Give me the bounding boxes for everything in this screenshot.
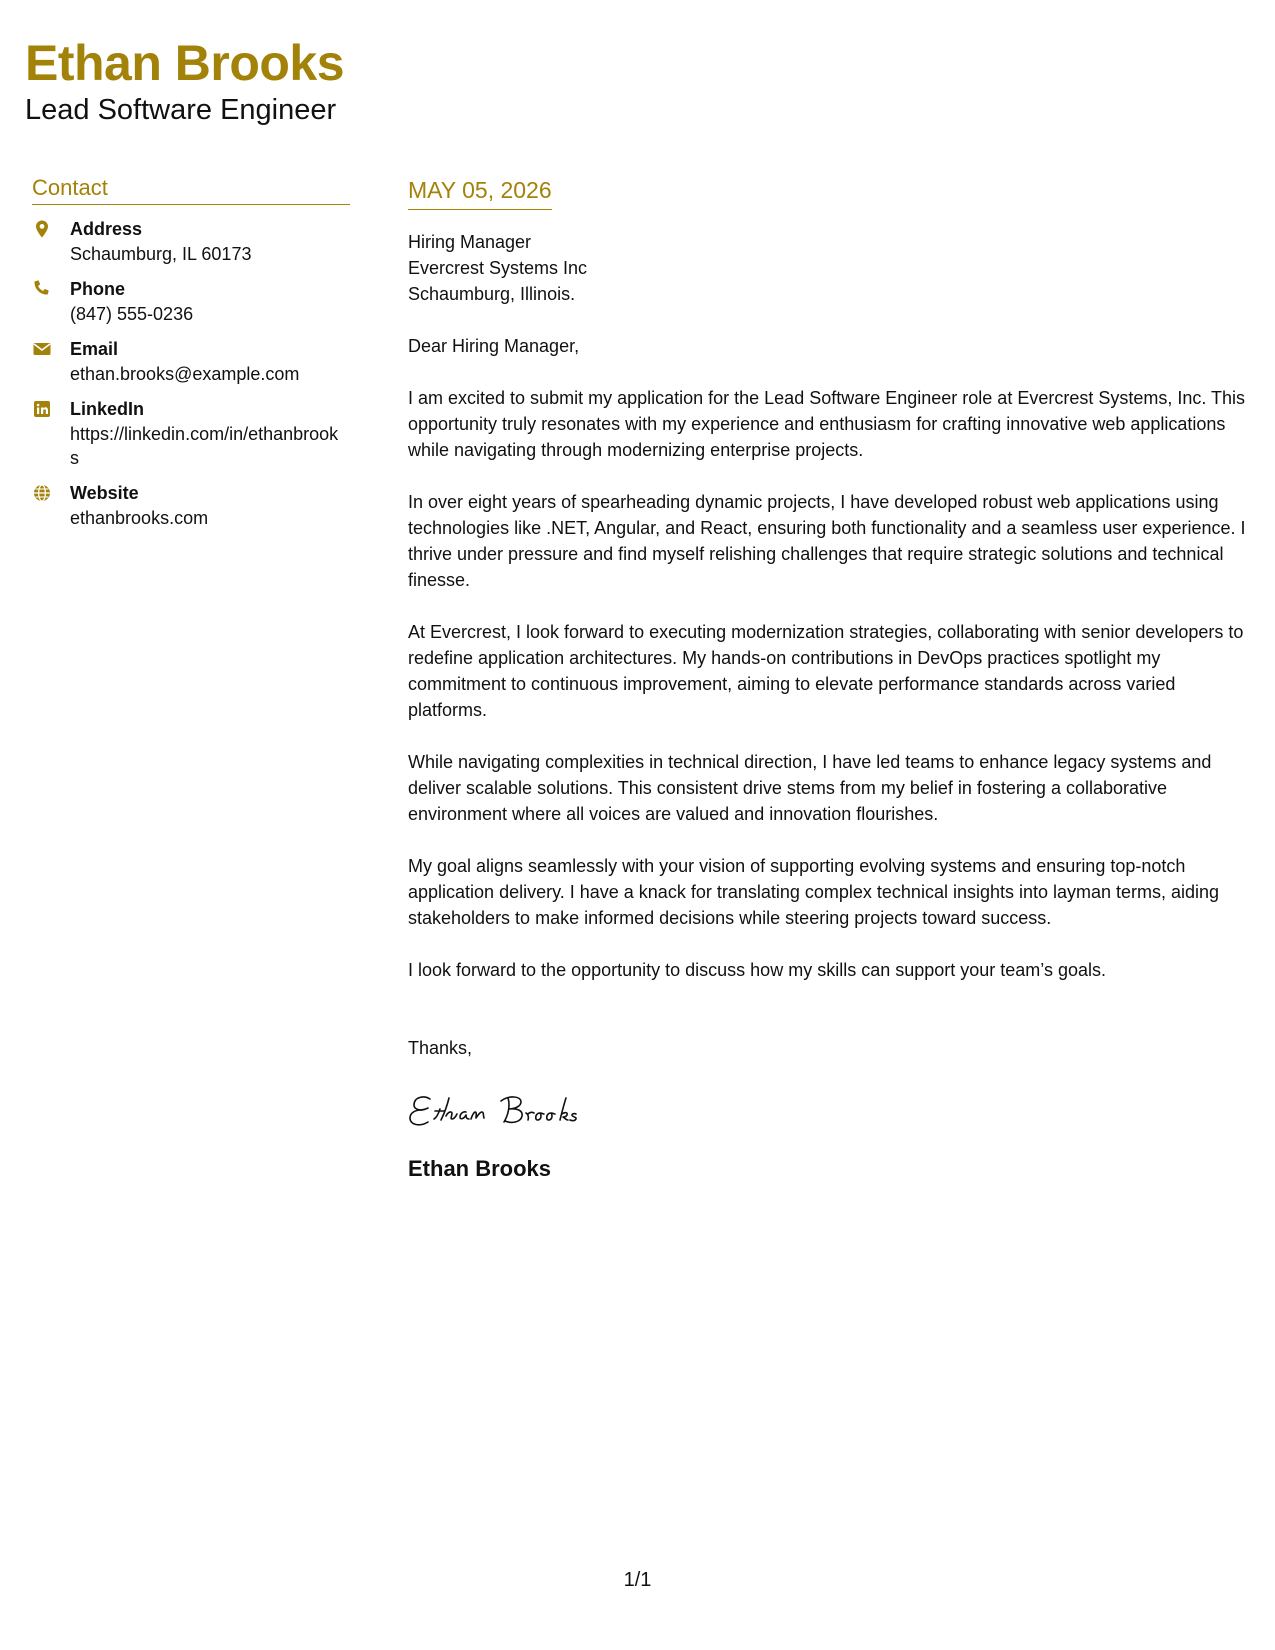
contact-label-linkedin: LinkedIn: [70, 399, 145, 420]
paragraph-3: At Evercrest, I look forward to executing modernization strategies, collaborating with senior developers to redefine application architectures. My hands-on contributions in DevOps practices spotlight my commitment to continuous improvement, aiming to elevate performance standards across varied platforms.: [408, 622, 1244, 721]
letter-date: MAY 05, 2026: [408, 178, 552, 210]
letter-body: [408, 178, 1248, 1183]
paragraph-6: I look forward to the opportunity to discuss how my skills can support your team’s goals.: [408, 960, 1106, 981]
paragraph-2: In over eight years of spearheading dynamic projects, I have developed robust web applications using technologies like .NET, Angular, and React, ensuring both functionality and a seamless user experience. I thrive under pressure and find myself relishing challenges that require strategic solutions and technical finesse.: [408, 492, 1246, 591]
recipient-block: [408, 229, 1248, 307]
contact-item-website: [32, 481, 350, 530]
recipient-line-3: Schaumburg, Illinois.: [408, 284, 576, 305]
contact-value-linkedin[interactable]: https://linkedin.com/in/ethanbrooks: [70, 424, 339, 469]
contact-item-address: [32, 217, 350, 266]
contact-label-website: Website: [70, 483, 139, 504]
phone-icon: [32, 279, 52, 299]
signer-name: Ethan Brooks: [408, 1156, 552, 1182]
contact-item-email: [32, 337, 350, 386]
contact-label-phone: Phone: [70, 279, 126, 300]
map-pin-icon: [32, 219, 52, 239]
header-title: Lead Software Engineer: [25, 94, 337, 126]
contact-item-linkedin: [32, 397, 350, 470]
envelope-icon: [32, 339, 52, 359]
contact-value-email[interactable]: ethan.brooks@example.com: [70, 364, 300, 385]
contact-value-address: Schaumburg, IL 60173: [70, 244, 252, 265]
contact-heading: Contact: [32, 176, 350, 205]
linkedin-icon: [32, 399, 52, 419]
contact-list: [32, 217, 350, 530]
handwritten-signature: [408, 1089, 618, 1133]
paragraph-5: My goal aligns seamlessly with your vision of supporting evolving systems and ensuring top-notch application delivery. I have a knack for translating complex technical insights into layman terms, aiding stakeholders to make informed decisions while steering projects toward success.: [408, 856, 1220, 929]
recipient-line-2: Evercrest Systems Inc: [408, 258, 588, 279]
paragraph-4: While navigating complexities in technical direction, I have led teams to enhance legacy systems and deliver scalable solutions. This consistent drive stems from my belief in fostering a collaborative environment where all voices are valued and innovation flourishes.: [408, 752, 1212, 825]
contact-value-phone: (847) 555-0236: [70, 304, 194, 325]
contact-value-website[interactable]: ethanbrooks.com: [70, 508, 209, 529]
contact-item-phone: [32, 277, 350, 326]
paragraph-1: I am excited to submit my application for the Lead Software Engineer role at Evercrest Systems, Inc. This opportunity truly resonates with my experience and enthusiasm for crafting innovative web applications while navigating through modernizing enterprise projects.: [408, 388, 1246, 461]
page-number: 1/1: [623, 1569, 652, 1591]
contact-label-email: Email: [70, 339, 119, 360]
closing: Thanks,: [408, 1038, 473, 1059]
greeting: Dear Hiring Manager,: [408, 336, 580, 357]
contact-label-address: Address: [70, 219, 143, 240]
header-name: Ethan Brooks: [25, 35, 345, 91]
recipient-line-1: Hiring Manager: [408, 232, 532, 253]
globe-icon: [32, 483, 52, 503]
contact-sidebar: [32, 176, 350, 541]
